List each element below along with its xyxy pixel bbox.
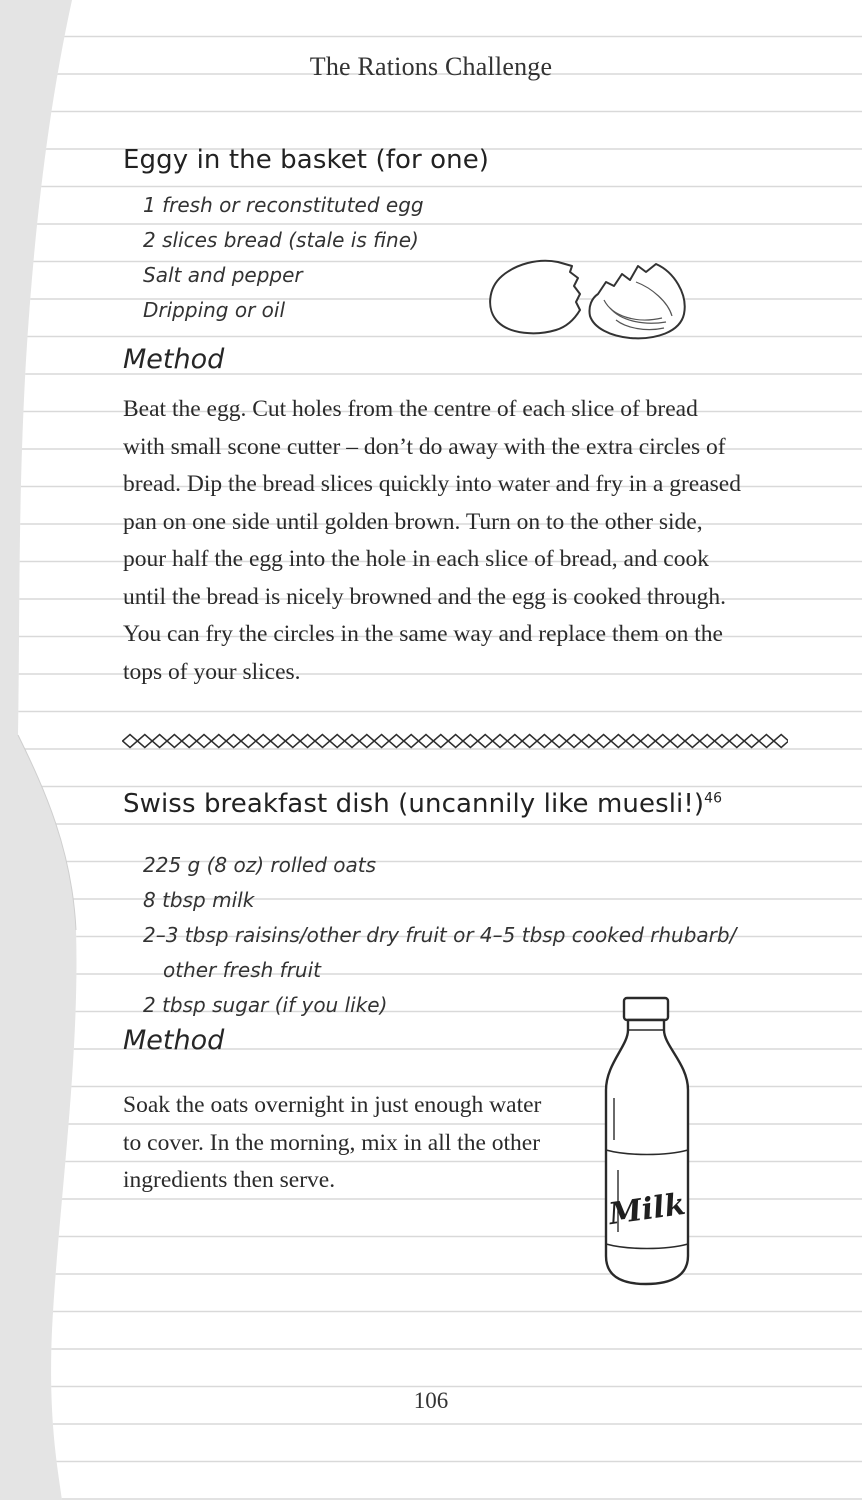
divider-diamond xyxy=(359,735,374,748)
divider-diamond xyxy=(419,735,434,748)
ingredient-item: Salt and pepper xyxy=(143,263,303,287)
divider-diamond xyxy=(123,735,138,748)
divider-diamond xyxy=(463,735,478,748)
method-line: with small scone cutter – don’t do away with the extra circles of xyxy=(123,433,726,460)
ingredient-item: 2 slices bread (stale is fine) xyxy=(143,228,419,252)
divider-diamond xyxy=(226,735,241,748)
divider-diamond xyxy=(537,735,552,748)
divider-diamond xyxy=(744,735,759,748)
method-line: Soak the oats overnight in just enough water xyxy=(123,1092,542,1118)
ingredient-item xyxy=(143,953,736,988)
divider-diamond xyxy=(330,735,345,748)
ingredient-item: 8 tbsp milk xyxy=(143,888,255,912)
ingredient-item: Dripping or oil xyxy=(143,298,286,322)
page-number: 106 xyxy=(413,1388,449,1413)
divider-diamond xyxy=(685,735,700,748)
ingredient-item: 2 tbsp sugar (if you like) xyxy=(143,993,388,1017)
milk-bottle-icon xyxy=(598,994,698,1288)
divider-diamond xyxy=(256,735,271,748)
milk-bottle-label: Milk xyxy=(606,1186,688,1233)
recipe-title-text: Eggy in the basket (for one) xyxy=(123,145,490,175)
divider-diamond xyxy=(759,735,774,748)
ingredient-item: 1 fresh or reconstituted egg xyxy=(143,193,424,217)
recipe-title xyxy=(123,789,722,819)
method-line: tops of your slices. xyxy=(123,658,301,685)
divider-diamond xyxy=(374,735,389,748)
divider-diamond xyxy=(567,735,582,748)
divider-diamond xyxy=(315,735,330,748)
divider-diamond xyxy=(271,735,286,748)
divider-diamond xyxy=(211,735,226,748)
recipe-title xyxy=(123,145,489,175)
divider-diamond xyxy=(715,735,730,748)
method-line: bread. Dip the bread slices quickly into water and fry in a greased xyxy=(123,471,741,497)
ingredient-item: 225 g (8 oz) rolled oats xyxy=(143,853,377,877)
ingredient-list xyxy=(143,188,424,328)
divider-diamond xyxy=(389,735,404,748)
footnote-marker: 46 xyxy=(704,790,723,807)
method-heading: Method xyxy=(123,344,225,375)
ingredient-item: 2–3 tbsp raisins/other dry fruit or 4–5 tbsp cooked rhubarb/ xyxy=(143,923,737,947)
method-text xyxy=(123,391,741,691)
divider-diamond xyxy=(433,735,448,748)
running-head: The Rations Challenge xyxy=(309,52,553,81)
method-line: pour half the egg into the hole in each slice of bread, and cook xyxy=(123,546,709,572)
divider-diamond xyxy=(774,735,788,748)
divider-diamond xyxy=(448,735,463,748)
divider-diamond xyxy=(626,735,641,748)
divider-diamond xyxy=(596,735,611,748)
method-line: Beat the egg. Cut holes from the centre of each slice of bread xyxy=(123,396,698,422)
divider-diamond xyxy=(137,735,152,748)
divider-diamond xyxy=(404,735,419,748)
divider-diamond xyxy=(182,735,197,748)
method-heading: Method xyxy=(123,1025,225,1056)
divider-diamond xyxy=(197,735,212,748)
divider-diamond xyxy=(241,735,256,748)
diamond-chain-icon xyxy=(122,731,788,751)
method-line: ingredients then serve. xyxy=(123,1167,336,1193)
divider-diamond xyxy=(581,735,596,748)
divider-diamond xyxy=(300,735,315,748)
method-line: until the bread is nicely browned and the egg is cooked through. xyxy=(123,583,727,610)
cracked-eggshell-icon xyxy=(486,258,692,340)
divider-diamond xyxy=(670,735,685,748)
divider-diamond xyxy=(478,735,493,748)
divider-diamond xyxy=(700,735,715,748)
divider-diamond xyxy=(552,735,567,748)
divider-diamond xyxy=(285,735,300,748)
recipe-title-text: Swiss breakfast dish (uncannily like muesli!) xyxy=(123,789,705,819)
method-line: You can fry the circles in the same way and replace them on the xyxy=(123,621,723,647)
divider-diamond xyxy=(507,735,522,748)
divider-diamond xyxy=(655,735,670,748)
divider-diamond xyxy=(611,735,626,748)
method-text xyxy=(123,1087,541,1200)
divider-diamond xyxy=(152,735,167,748)
divider-diamond xyxy=(641,735,656,748)
method-line: pan on one side until golden brown. Turn on to the other side, xyxy=(123,508,703,535)
divider-diamond xyxy=(167,735,182,748)
divider-diamond xyxy=(522,735,537,748)
divider-diamond xyxy=(493,735,508,748)
divider-diamond xyxy=(345,735,360,748)
divider-diamond xyxy=(729,735,744,748)
method-line: to cover. In the morning, mix in all the other xyxy=(123,1129,541,1156)
ingredient-continuation: other fresh fruit xyxy=(163,958,321,982)
